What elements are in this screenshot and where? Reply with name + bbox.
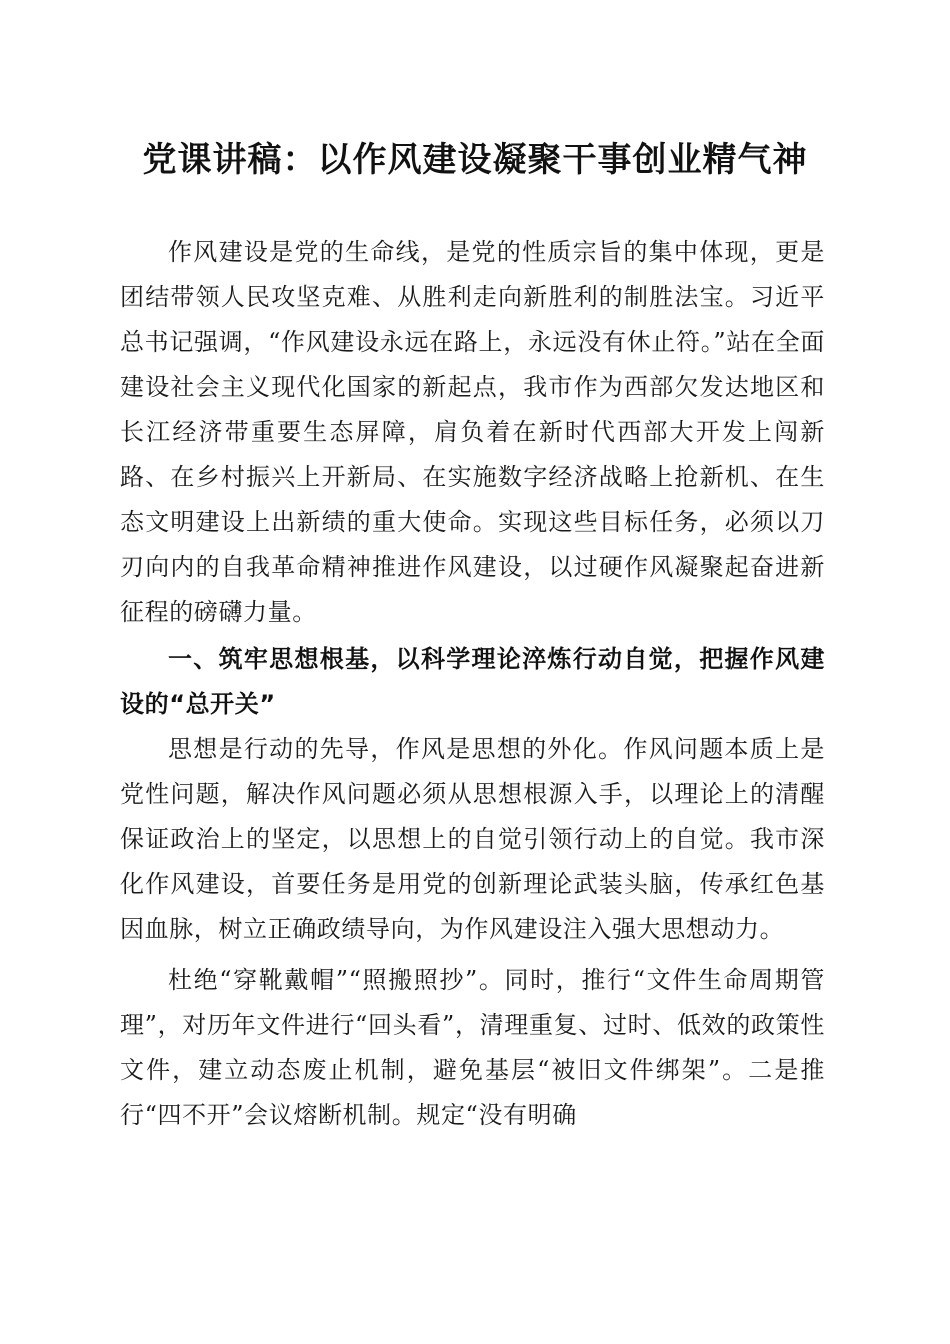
section-1-paragraph-continued: 杜绝“穿靴戴帽”“照搬照抄”。同时，推行“文件生命周期管理”，对历年文件进行“回头看”，清理重复、过时、低效的政策性文件，建立动态废止机制，避免基层“被旧文件绑架”。二是推行“四不开”会议熔断机制。规定“没有明确 (120, 966, 825, 1129)
document-body (120, 230, 825, 1138)
intro-paragraph: 作风建设是党的生命线，是党的性质宗旨的集中体现，更是团结带领人民攻坚克难、从胜利走向新胜利的制胜法宝。习近平总书记强调，“作风建设永远在路上，永远没有休止符。”站在全面建设社会主义现代化国家的新起点，我市作为西部欠发达地区和长江经济带重要生态屏障，肩负着在新时代西部大开发上闯新路、在乡村振兴上开新局、在实施数字经济战略上抢新机、在生态文明建设上出新绩的重大使命。实现这些目标任务，必须以刀刃向内的自我革命精神推进作风建设，以过硬作风凝聚起奋进新征程的磅礴力量。 (120, 238, 825, 626)
document-title: 党课讲稿：以作风建设凝聚干事创业精气神 (142, 140, 808, 180)
section-1-paragraph: 思想是行动的先导，作风是思想的外化。作风问题本质上是党性问题，解决作风问题必须从思想根源入手，以理论上的清醒保证政治上的坚定，以思想上的自觉引领行动上的自觉。我市深化作风建设，首要任务是用党的创新理论武装头脑，传承红色基因血脉，树立正确政绩导向，为作风建设注入强大思想动力。 (120, 735, 825, 943)
section-heading-1: 一、筑牢思想根基，以科学理论淬炼行动自觉，把握作风建设的“总开关” (120, 645, 825, 718)
